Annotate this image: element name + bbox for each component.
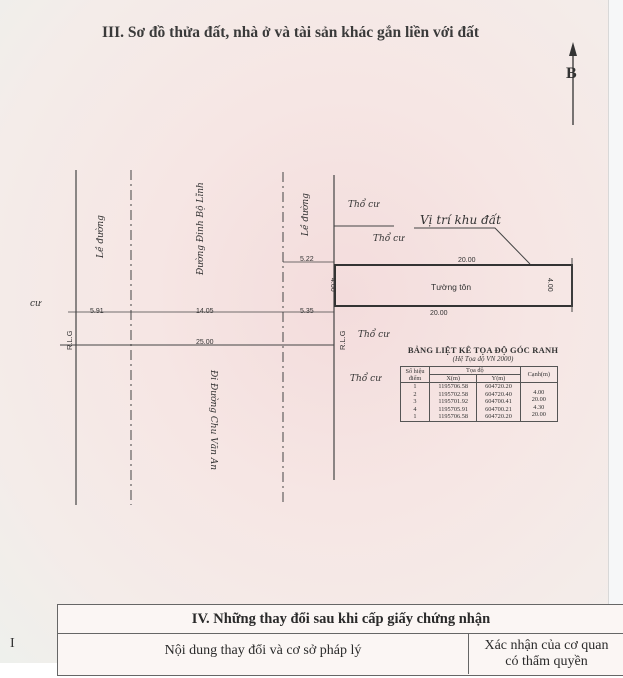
- confirmation-column-header: [469, 634, 623, 678]
- header-x: X(m): [430, 375, 477, 383]
- left-road-edge-label: Lề đường: [96, 215, 106, 258]
- left-edge-text: cư: [30, 299, 41, 309]
- total-width-value: 25.00: [196, 339, 214, 346]
- header-point-id: Số hiệu điểm: [401, 367, 430, 383]
- margin-mark: I: [10, 636, 15, 651]
- section-title: III. Sơ đồ thửa đất, nhà ở và tài sản khác gắn liền với đất: [102, 24, 480, 41]
- point-id-column: 1 2 3 4 1: [401, 383, 430, 422]
- coordinate-grid: [400, 366, 558, 422]
- rlg-left-label: R.L.G: [65, 330, 74, 350]
- header-y: Y(m): [477, 375, 520, 383]
- coordinate-table-subtitle: (Hệ Tọa độ VN 2000): [452, 355, 514, 363]
- confirmation-line-1: Xác nhận của cơ quan: [484, 638, 609, 653]
- side-road-label: Đi Đường Chu Văn An: [208, 370, 218, 471]
- coordinate-table-title: BẢNG LIỆT KÊ TỌA ĐỘ GÓC RANH: [407, 345, 559, 355]
- main-road-label: Đường Đinh Bộ Lĩnh: [196, 182, 206, 275]
- coordinate-table: [400, 345, 566, 422]
- parcel-right-value: 4.00: [546, 278, 553, 292]
- edge-column: 4.00 20.00 4.30 20.00: [520, 383, 557, 422]
- rlg-right-label: R.L.G: [338, 330, 347, 350]
- neighbor-label-mid: Thổ cư: [373, 234, 405, 244]
- section-iv-table: [57, 604, 623, 676]
- neighbor-label-top: Thổ cư: [348, 200, 380, 210]
- right-width-value: 5.35: [300, 308, 314, 315]
- header-coordinates: Tọa độ: [430, 367, 521, 375]
- right-road-edge-label: Lề đường: [301, 193, 311, 236]
- location-label: Vị trí khu đất: [420, 213, 501, 227]
- parcel-bottom-value: 20.00: [430, 310, 448, 317]
- north-arrow-icon: [569, 42, 577, 125]
- neighbor-label-right: Thổ cư: [358, 330, 390, 340]
- section-iv-title: IV. Những thay đổi sau khi cấp giấy chứng nhận: [58, 605, 623, 634]
- header-edge: Cạnh(m): [520, 367, 557, 383]
- neighbor-label-bottom: Thổ cư: [350, 374, 382, 384]
- y-column: 604720.20 604720.40 604700.41 604700.21 604720.20: [477, 383, 520, 422]
- parcel-wall-label: Tường tôn: [431, 282, 472, 292]
- parcel-top-value: 20.00: [458, 257, 476, 264]
- changes-column-header: Nội dung thay đổi và cơ sở pháp lý: [58, 634, 469, 674]
- north-label: B: [566, 65, 577, 82]
- parcel-left-value: 4.00: [329, 278, 336, 292]
- left-width-value: 5.91: [90, 308, 104, 315]
- right-width-top-value: 5.22: [300, 256, 314, 263]
- road-width-value: 14.05: [196, 308, 214, 315]
- confirmation-line-2: có thẩm quyền: [505, 654, 588, 669]
- x-column: 1195706.58 1195702.58 1195701.92 1195705.91 1195706.58: [430, 383, 477, 422]
